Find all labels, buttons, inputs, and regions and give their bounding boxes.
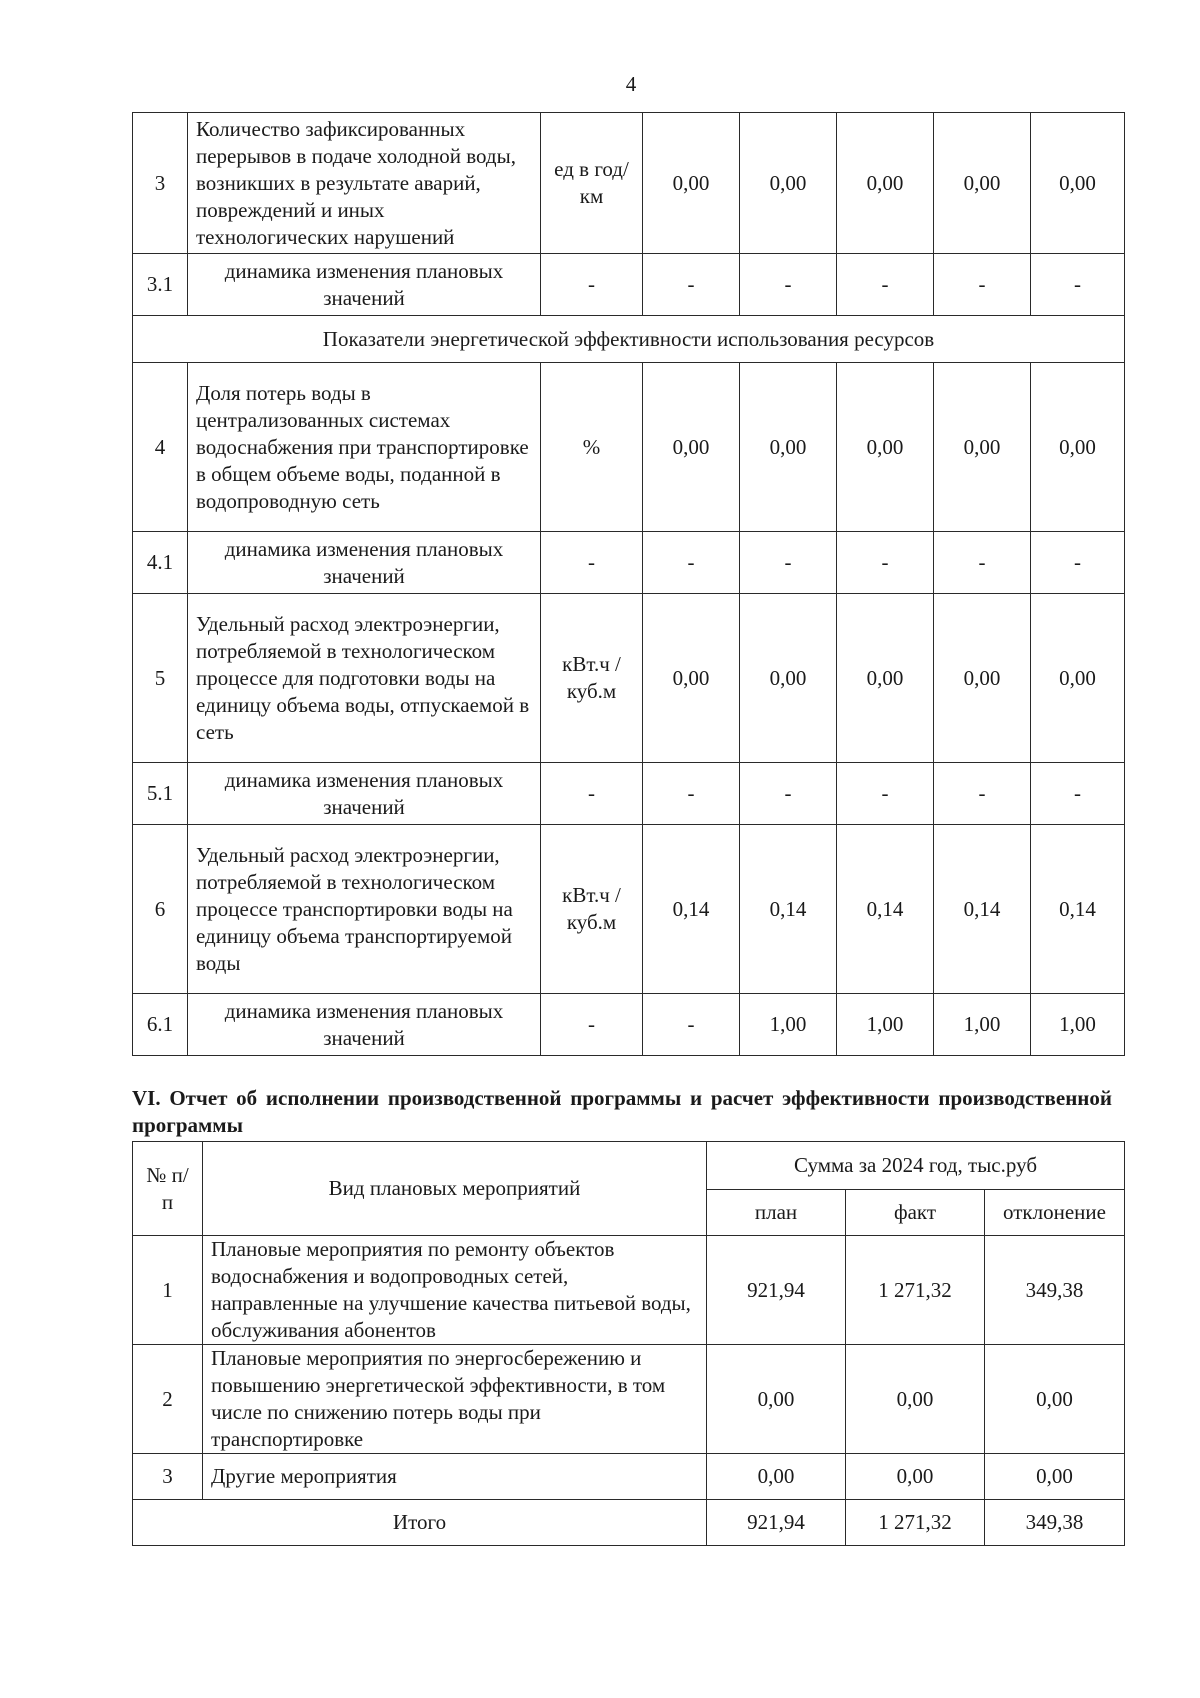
value: 0,00 <box>740 594 837 763</box>
value: - <box>643 254 740 316</box>
value: 1,00 <box>837 994 934 1056</box>
row-number: 4.1 <box>133 532 188 594</box>
row-number: 5 <box>133 594 188 763</box>
row-number: 6.1 <box>133 994 188 1056</box>
fact-value: 0,00 <box>846 1454 985 1500</box>
table-row <box>133 254 1125 316</box>
row-number: 4 <box>133 363 188 532</box>
value: - <box>740 254 837 316</box>
indicator-name: Удельный расход электроэнергии, потребляемой в технологическом процессе транспортировки воды на единицу объема транспортируемой воды <box>188 825 541 994</box>
activity-name: Плановые мероприятия по ремонту объектов водоснабжения и водопроводных сетей, направленные на улучшение качества питьевой воды, обслуживания абонентов <box>203 1236 707 1345</box>
value: 0,00 <box>1031 594 1125 763</box>
row-number: 3 <box>133 1454 203 1500</box>
activity-name: Плановые мероприятия по энергосбережению и повышению энергетической эффективности, в том числе по снижению потерь воды при транспортировке <box>203 1345 707 1454</box>
total-fact: 1 271,32 <box>846 1500 985 1546</box>
row-number: 1 <box>133 1236 203 1345</box>
value: - <box>740 763 837 825</box>
indicator-name: динамика изменения плановых значений <box>188 994 541 1056</box>
value: - <box>740 532 837 594</box>
table-row <box>133 825 1125 994</box>
section-heading-row <box>133 316 1125 363</box>
deviation-value: 0,00 <box>985 1345 1125 1454</box>
row-number: 3 <box>133 113 188 254</box>
col-header-num: № п/п <box>133 1142 203 1236</box>
fact-value: 0,00 <box>846 1345 985 1454</box>
unit: ед в год/ км <box>541 113 643 254</box>
row-number: 6 <box>133 825 188 994</box>
activity-name: Другие мероприятия <box>203 1454 707 1500</box>
value: 0,14 <box>740 825 837 994</box>
indicator-name: Количество зафиксированных перерывов в подаче холодной воды, возникших в результате аварий, повреждений и иных технологических нарушений <box>188 113 541 254</box>
indicator-name: динамика изменения плановых значений <box>188 763 541 825</box>
value: 0,14 <box>837 825 934 994</box>
value: - <box>934 763 1031 825</box>
table-row <box>133 113 1125 254</box>
table-row <box>133 994 1125 1056</box>
indicator-name: Доля потерь воды в централизованных системах водоснабжения при транспортировке в общем объеме воды, поданной в водопроводную сеть <box>188 363 541 532</box>
table-row <box>133 363 1125 532</box>
plan-value: 921,94 <box>707 1236 846 1345</box>
value: - <box>837 532 934 594</box>
row-number: 3.1 <box>133 254 188 316</box>
value: 0,00 <box>643 113 740 254</box>
value: 1,00 <box>740 994 837 1056</box>
value: 0,00 <box>740 113 837 254</box>
value: - <box>934 254 1031 316</box>
table-row <box>133 1345 1125 1454</box>
fact-value: 1 271,32 <box>846 1236 985 1345</box>
value: 0,14 <box>1031 825 1125 994</box>
deviation-value: 0,00 <box>985 1454 1125 1500</box>
table-row <box>133 532 1125 594</box>
col-header-deviation: отклонение <box>985 1190 1125 1236</box>
row-number: 2 <box>133 1345 203 1454</box>
indicator-name: динамика изменения плановых значений <box>188 254 541 316</box>
unit: % <box>541 363 643 532</box>
value: 0,00 <box>643 594 740 763</box>
indicators-table <box>132 112 1125 1056</box>
plan-value: 0,00 <box>707 1345 846 1454</box>
table-row <box>133 594 1125 763</box>
deviation-value: 349,38 <box>985 1236 1125 1345</box>
unit: - <box>541 994 643 1056</box>
total-label: Итого <box>133 1500 707 1546</box>
value: 0,00 <box>1031 113 1125 254</box>
value: 0,00 <box>837 594 934 763</box>
table-row <box>133 763 1125 825</box>
unit: - <box>541 532 643 594</box>
table-row <box>133 1236 1125 1345</box>
total-row <box>133 1500 1125 1546</box>
value: - <box>1031 532 1125 594</box>
unit: - <box>541 763 643 825</box>
col-header-plan: план <box>707 1190 846 1236</box>
unit: - <box>541 254 643 316</box>
total-deviation: 349,38 <box>985 1500 1125 1546</box>
col-header-fact: факт <box>846 1190 985 1236</box>
plan-value: 0,00 <box>707 1454 846 1500</box>
value: 0,00 <box>934 113 1031 254</box>
value: - <box>837 763 934 825</box>
value: - <box>934 532 1031 594</box>
value: 0,00 <box>837 363 934 532</box>
value: 0,00 <box>643 363 740 532</box>
value: 0,14 <box>934 825 1031 994</box>
value: - <box>1031 254 1125 316</box>
value: 0,00 <box>934 594 1031 763</box>
total-plan: 921,94 <box>707 1500 846 1546</box>
value: - <box>837 254 934 316</box>
value: 0,00 <box>837 113 934 254</box>
value: 1,00 <box>1031 994 1125 1056</box>
value: 0,00 <box>740 363 837 532</box>
value: 1,00 <box>934 994 1031 1056</box>
table-row <box>133 1454 1125 1500</box>
unit: кВт.ч / куб.м <box>541 825 643 994</box>
energy-section-heading: Показатели энергетической эффективности использования ресурсов <box>133 316 1125 363</box>
indicator-name: динамика изменения плановых значений <box>188 532 541 594</box>
section-vi-title: VI. Отчет об исполнении производственной программы и расчет эффективности производственной программы <box>132 1086 1112 1137</box>
col-header-sum-group: Сумма за 2024 год, тыс.руб <box>707 1142 1125 1190</box>
value: - <box>643 532 740 594</box>
unit: кВт.ч / куб.м <box>541 594 643 763</box>
program-table <box>132 1141 1125 1546</box>
value: - <box>1031 763 1125 825</box>
header-row <box>133 1142 1125 1190</box>
value: 0,00 <box>934 363 1031 532</box>
col-header-activity: Вид плановых мероприятий <box>203 1142 707 1236</box>
indicator-name: Удельный расход электроэнергии, потребляемой в технологическом процессе для подготовки воды на единицу объема воды, отпускаемой в сеть <box>188 594 541 763</box>
value: 0,14 <box>643 825 740 994</box>
value: - <box>643 763 740 825</box>
value: - <box>643 994 740 1056</box>
row-number: 5.1 <box>133 763 188 825</box>
page-number: 4 <box>625 72 637 96</box>
value: 0,00 <box>1031 363 1125 532</box>
